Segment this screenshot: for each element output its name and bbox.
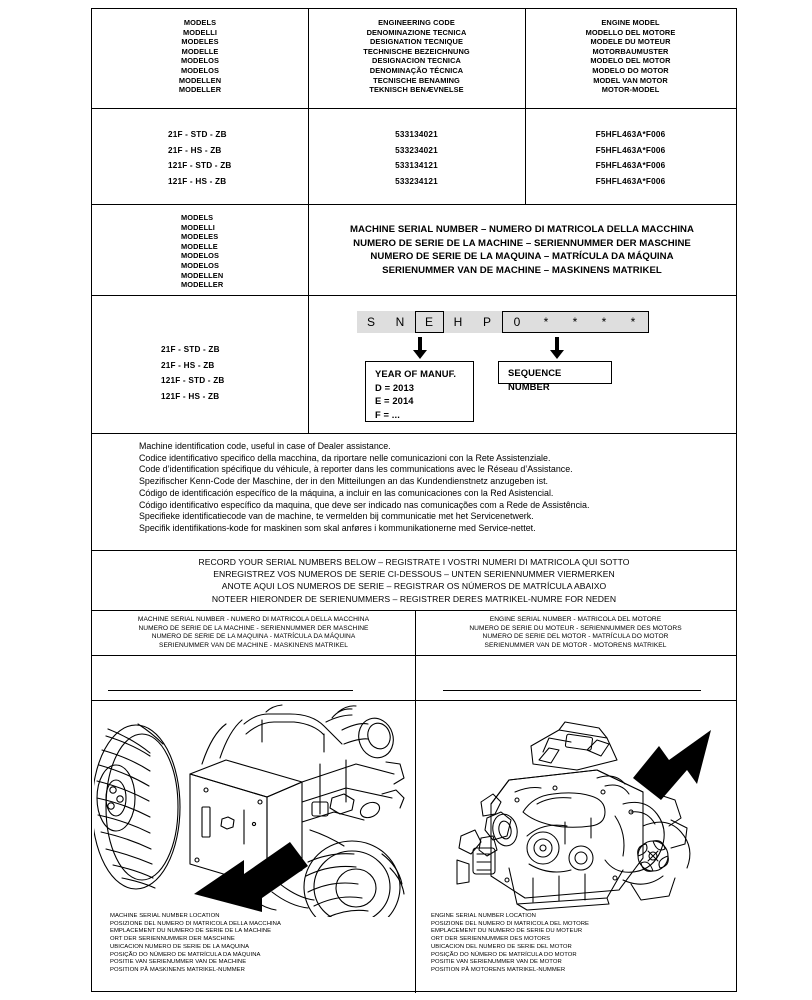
description-line-6: Specifieke identificatiecode van de machine, te vermelden bij communicatie met het Servicenetwerk. [139, 511, 534, 522]
description-line-0: Machine identification code, useful in case of Dealer assistance. [139, 441, 391, 451]
table-row: 533134021 [395, 130, 438, 139]
machine-caption-line-5: POSIÇÃO DO NÚMERO DE MATRÍCULA DA MÁQUINA [110, 951, 261, 958]
code-section-divider [308, 295, 309, 433]
enginemodel-lang-0: ENGINE MODEL [601, 18, 660, 27]
sequence-number-group [502, 311, 649, 333]
machine-caption-line-3: ORT DER SERIENNUMMER DER MASCHINE [110, 936, 235, 943]
header-models-column [92, 9, 308, 108]
engine-caption-line-7: POSITION PÅ MOTORENS MATRIKEL-NUMMER [431, 966, 566, 973]
engcode-lang-1: DENOMINAZIONE TECNICA [366, 27, 467, 37]
serial-models-lang-5: MODELOS [181, 260, 220, 270]
code-char-3: H [453, 315, 464, 329]
code-char-year: E [415, 311, 444, 333]
machine-sn-line-1: NUMERO DE SERIE DE LA MACHINE - SERIENNUMMER DER MASCHINE [138, 624, 369, 632]
code-char-7: * [572, 315, 579, 329]
table-row: F5HFL463A*F006 [595, 176, 666, 186]
table-row: 533234021 [395, 145, 438, 155]
code-char-5: 0 [513, 315, 522, 329]
document-frame [91, 8, 737, 992]
engine-model-values-column [525, 108, 736, 204]
enginemodel-lang-5: MODELO DO MOTOR [592, 65, 669, 75]
record-instructions-block [92, 550, 736, 610]
models-lang-1: MODELLI [183, 27, 217, 37]
engine-caption-line-6: POSITIE VAN SERIENUMMER VAN DE MOTOR [431, 959, 562, 966]
engine-sn-line-1: NUMERO DE SERIE DU MOTEUR - SERIENNUMMER DES MOTORS [469, 624, 682, 632]
serial-title-line-3: SERIENUMMER VAN DE MACHINE – MASKINENS MATRIKEL [382, 264, 662, 276]
year-box-line-2: F = ... [375, 408, 400, 420]
enginemodel-lang-1: MODELLO DEL MOTORE [585, 27, 676, 37]
serial-models-lang-6: MODELLEN [181, 270, 224, 280]
table-row: 21F - STD - ZB [168, 130, 227, 139]
engcode-lang-6: TECNISCHE BENAMING [373, 75, 460, 85]
engcode-lang-2: DESIGNATION TECNIQUE [369, 37, 464, 47]
serial-number-heading [308, 204, 736, 295]
serial-number-title-row [92, 204, 736, 295]
engcode-lang-7: TEKNISCH BENÆVNELSE [369, 85, 464, 95]
serial-title-line-2: NUMERO DE SERIE DE LA MAQUINA – MATRÍCULA DA MÁQUINA [370, 251, 674, 263]
table-row: 21F - HS - ZB [168, 145, 222, 155]
engcode-lang-4: DESIGNACION TECNICA [372, 56, 461, 66]
description-line-4: Código de identificación específico de la máquina, a incluir en las comunicaciones con la Red Asistencial. [139, 487, 554, 498]
machine-sn-heading [92, 610, 415, 650]
enginemodel-lang-7: MOTOR-MODEL [601, 85, 660, 95]
engine-sn-line-3: SERIENUMMER VAN DE MOTOR - MOTORENS MATRIKEL [484, 641, 667, 649]
engine-sn-heading [415, 610, 736, 650]
machine-caption-line-6: POSITIE VAN SERIENUMMER VAN DE MACHINE [110, 959, 247, 966]
machine-caption-line-7: POSITION PÅ MASKINENS MATRIKEL-NUMMER [110, 966, 245, 973]
table-row: 121F - HS - ZB [168, 176, 227, 186]
serial-models-lang-3: MODELLE [181, 241, 218, 251]
year-box-heading: YEAR OF MANUF. [375, 368, 457, 379]
models-lang-6: MODELLEN [178, 75, 222, 85]
serial-code-grid [357, 311, 649, 333]
year-box-line-1: E = 2014 [375, 395, 414, 406]
machine-sn-separator [92, 655, 415, 656]
enginemodel-lang-6: MODEL VAN MOTOR [593, 75, 668, 85]
sequence-box-label: SEQUENCE NUMBER [508, 367, 562, 392]
engine-caption-line-0: ENGINE SERIAL NUMBER LOCATION [431, 913, 536, 919]
code-breakdown-section [92, 295, 736, 433]
code-model-3: 121F - HS - ZB [161, 391, 220, 401]
engine-sn-line-2: NUMERO DE SERIE DEL MOTOR - MATRÍCULA DO MOTOR [482, 633, 669, 641]
code-model-0: 21F - STD - ZB [161, 345, 220, 354]
machine-caption-line-0: MACHINE SERIAL NUMBER LOCATION [110, 913, 220, 919]
machine-sn-line-3: SERIENUMMER VAN DE MACHINE - MASKINENS MATRIKEL [159, 641, 348, 649]
header-engine-model-column [525, 9, 736, 108]
description-line-3: Spezifischer Kenn-Code der Maschine, der in den Mitteilungen an das Kundendienstnetz anzugeben ist. [139, 476, 549, 487]
code-char-0: S [366, 315, 376, 329]
serial-models-column [92, 204, 308, 295]
models-lang-3: MODELLE [181, 46, 219, 56]
engcode-lang-5: DENOMINAÇÃO TÉCNICA [369, 65, 464, 75]
engineering-code-values-column [308, 108, 525, 204]
serial-models-lang-2: MODELES [181, 232, 219, 242]
machine-sn-line-0: MACHINE SERIAL NUMBER - NUMERO DI MATRICOLA DELLA MACCHINA [137, 616, 370, 623]
write-in-blocks [92, 610, 736, 700]
illustration-section [92, 700, 736, 993]
table-row: 533134121 [395, 161, 438, 170]
table-row: F5HFL463A*F006 [595, 161, 666, 170]
description-line-5: Código identificativo específico da maquina, que deve ser indicado nas comunicações com a Rede de Assistência. [139, 499, 590, 510]
machine-location-caption [110, 913, 281, 975]
sequence-number-box [498, 361, 612, 392]
machine-caption-line-1: POSIZIONE DEL NUMERO DI MATRICOLA DELLA MACCHINA [110, 920, 281, 927]
engine-location-panel [415, 700, 736, 993]
description-line-1: Codice identificativo specifico della macchina, da riportare nelle comunicazioni con la Rete Assistenziale. [139, 452, 551, 463]
engine-line-drawing-icon [447, 708, 719, 914]
code-model-1: 21F - HS - ZB [161, 360, 215, 370]
code-char-8: * [601, 315, 608, 329]
engine-sn-line-0: ENGINE SERIAL NUMBER - MATRICOLA DEL MOTORE [489, 616, 662, 623]
models-lang-7: MODELLER [178, 85, 222, 95]
serial-models-lang-7: MODELLER [181, 280, 224, 290]
table-row: 121F - STD - ZB [168, 161, 232, 170]
description-line-2: Code d’identification spécifique du véhicule, à reporter dans les communications avec le Réseau d’Assistance. [139, 464, 573, 475]
engine-caption-line-5: POSIÇÃO DO NÚMERO DE MATRÍCULA DO MOTOR [431, 951, 577, 958]
engine-caption-line-2: EMPLACEMENT DU NUMERO DE SERIE DU MOTEUR [431, 928, 583, 935]
machine-serial-write-block [92, 610, 415, 700]
serial-models-lang-1: MODELLI [181, 222, 215, 232]
enginemodel-lang-3: MOTORBAUMUSTER [592, 46, 669, 56]
table-row: 533234121 [395, 176, 438, 186]
code-model-2: 121F - STD - ZB [161, 376, 225, 385]
engine-serial-write-block [415, 610, 736, 700]
models-values-column [92, 108, 308, 204]
code-char-6: * [543, 315, 550, 329]
machine-sn-line-2: NUMERO DE SERIE DE LA MAQUINA - MATRÍCULA DA MÁQUINA [151, 633, 356, 641]
engine-sn-separator [415, 655, 736, 656]
engine-caption-line-3: ORT DER SERIENNUMMER DES MOTORS [431, 936, 551, 943]
engine-caption-line-4: UBICACION DEL NUMERO DE SERIE DEL MOTOR [431, 943, 572, 950]
model-data-rows [92, 108, 736, 204]
serial-title-line-1: NUMERO DE SERIE DE LA MACHINE – SERIENNUMMER DER MASCHINE [353, 237, 691, 249]
tractor-line-drawing-icon [94, 702, 415, 917]
serial-title-line-0: MACHINE SERIAL NUMBER – NUMERO DI MATRICOLA DELLA MACCHINA [349, 224, 694, 235]
models-lang-4: MODELOS [180, 56, 220, 66]
code-char-4: P [482, 315, 492, 329]
code-models-column [92, 295, 308, 433]
engine-caption-line-1: POSIZIONE DEL NUMERO DI MATRICOLA DEL MOTORE [431, 920, 589, 927]
models-lang-2: MODELES [181, 37, 219, 47]
engine-location-caption [431, 913, 589, 975]
machine-sn-write-line[interactable] [108, 690, 353, 691]
description-block [92, 433, 736, 550]
record-line-2: ANOTE AQUI LOS NUMEROS DE SERIE – REGISTRAR OS NÚMEROS DE MATRÍCULA ABAIXO [221, 581, 607, 592]
year-box-line-0: D = 2013 [375, 381, 415, 393]
machine-location-panel [92, 700, 415, 993]
code-char-9: * [630, 315, 637, 329]
record-line-3: NOTEER HIERONDER DE SERIENUMMERS – REGISTRER DERES MATRIKEL-NUMRE FOR NEDEN [211, 593, 617, 604]
table-header-row [92, 9, 736, 108]
year-of-manufacture-box [365, 361, 474, 422]
description-line-7: Specifik identifikations-kode for maskinen som skal anføres i kommunikationerne med Service-nettet. [139, 522, 536, 533]
header-engineering-code-column [308, 9, 525, 108]
serial-models-lang-0: MODELS [181, 213, 214, 222]
record-line-1: ENREGISTREZ VOS NUMEROS DE SERIE CI-DESSOUS – UNTEN SERIENNUMMER VIERMERKEN [213, 569, 615, 580]
machine-caption-line-4: UBICACION NUMERO DE SERIE DE LA MAQUINA [110, 943, 250, 950]
table-row: F5HFL463A*F006 [595, 145, 666, 155]
models-lang-5: MODELOS [180, 65, 220, 75]
engcode-lang-0: ENGINEERING CODE [378, 18, 455, 27]
record-line-0: RECORD YOUR SERIAL NUMBERS BELOW – REGISTRATE I VOSTRI NUMERI DI MATRICOLA QUI SOTTO [198, 557, 630, 567]
table-row: F5HFL463A*F006 [595, 130, 666, 139]
models-lang-0: MODELS [183, 18, 217, 27]
enginemodel-lang-2: MODELE DU MOTEUR [590, 37, 671, 47]
engcode-lang-3: TECHNISCHE BEZEICHNUNG [363, 46, 470, 56]
code-char-1: N [395, 315, 406, 329]
machine-caption-line-2: EMPLACEMENT DU NUMERO DE SERIE DE LA MACHINE [110, 928, 272, 935]
serial-models-lang-4: MODELOS [181, 251, 220, 261]
engine-sn-write-line[interactable] [443, 690, 701, 691]
enginemodel-lang-4: MODELO DEL MOTOR [590, 56, 671, 66]
